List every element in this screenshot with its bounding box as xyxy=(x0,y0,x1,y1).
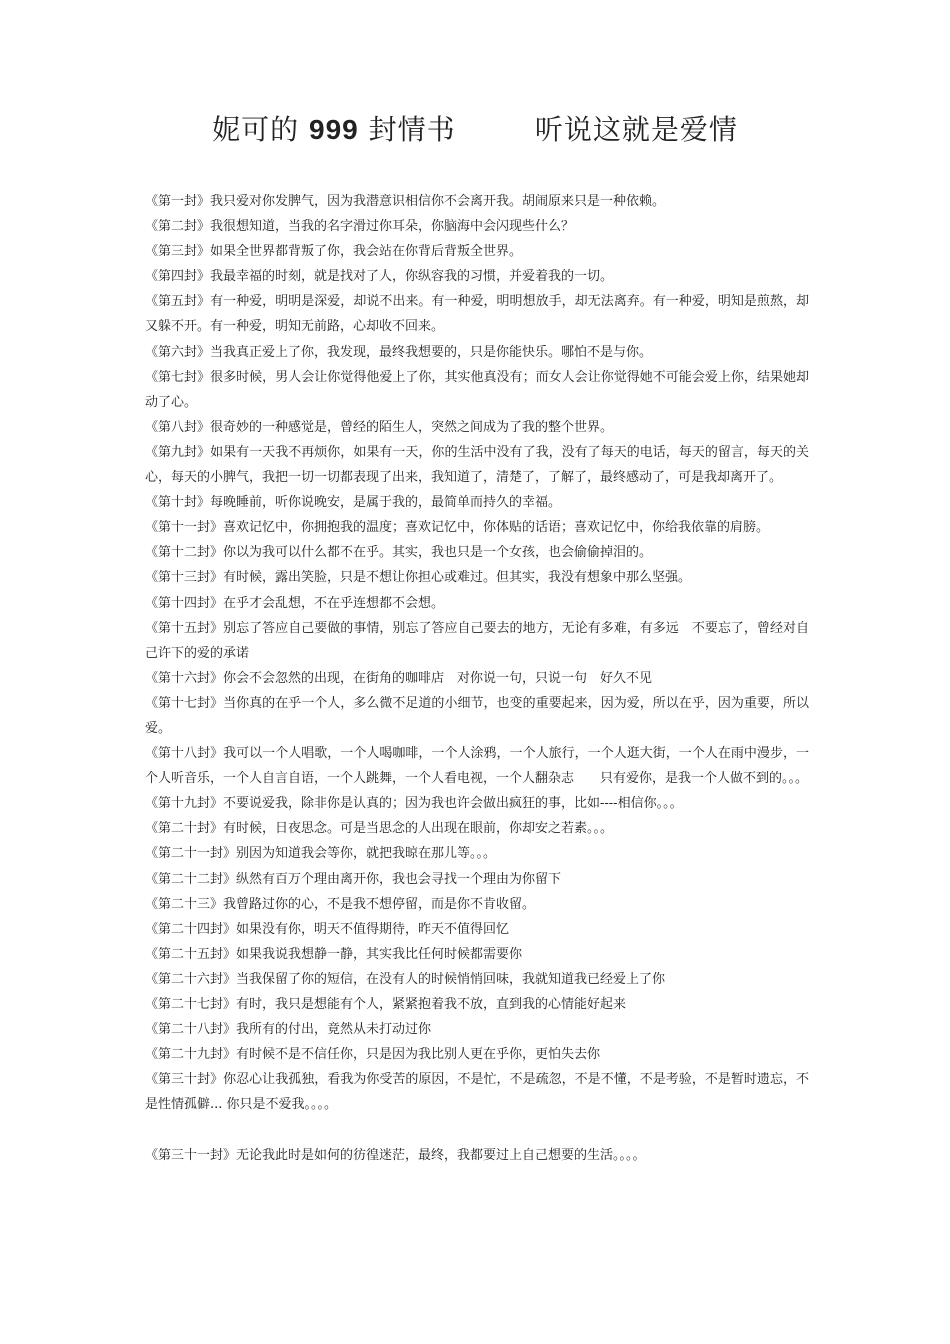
letter-paragraph: 《第二十五封》如果我说我想静一静，其实我比任何时候都需要你 xyxy=(145,946,523,962)
letter-paragraph: 《第十一封》喜欢记忆中，你拥抱我的温度；喜欢记忆中，你体贴的话语；喜欢记忆中，你给我依靠的肩膀。 xyxy=(145,520,770,536)
document-title xyxy=(0,108,950,148)
letter-paragraph: 《第三十封》你忍心让我孤独，看我为你受苦的原因，不是忙，不是疏忽，不是不懂，不是考验，不是暂时遗忘，不是性情孤僻... 你只是不爱我。。。。 xyxy=(145,1072,809,1113)
letter-paragraph: 《第十五封》别忘了答应自己要做的事情，别忘了答应自己要去的地方，无论有多难，有多远 不要忘了，曾经对自己许下的爱的承诺 xyxy=(145,620,809,661)
letter-paragraph: 《第八封》很奇妙的一种感觉是，曾经的陌生人，突然之间成为了我的整个世界。 xyxy=(145,419,614,435)
letter-paragraph: 《第二十四封》如果没有你，明天不值得期待，昨天不值得回忆 xyxy=(145,921,510,937)
title-part1: 妮可的 xyxy=(212,113,310,146)
letter-paragraph: 《第十四封》在乎才会乱想，不在乎连想都不会想。 xyxy=(145,595,445,611)
letter-paragraph: 《第三十一封》无论我此时是如何的彷徨迷茫，最终，我都要过上自己想要的生活。。。。 xyxy=(145,1147,646,1163)
letter-paragraph: 《第六封》当我真正爱上了你，我发现，最终我想要的，只是你能快乐。哪怕不是与你。 xyxy=(145,344,653,360)
letter-paragraph: 《第二十一封》别因为知道我会等你，就把我晾在那儿等。。。 xyxy=(145,846,497,862)
letter-paragraph: 《第十八封》我可以一个人唱歌，一个人喝咖啡，一个人涂鸦，一个人旅行，一个人逛大街，一个人在雨中漫步，一个人听音乐，一个人自言自语，一个人跳舞，一个人看电视，一个人翻杂志 只有爱你，是我一个人做不到的。。。 xyxy=(145,746,809,787)
letter-paragraph: 《第十封》每晚睡前，听你说晚安，是属于我的，最简单而持久的幸福。 xyxy=(145,495,562,511)
title-gap xyxy=(456,113,535,146)
letter-paragraph: 《第二十九封》有时候不是不信任你，只是因为我比别人更在乎你，更怕失去你 xyxy=(145,1047,601,1063)
title-part3: 听说这就是爱情 xyxy=(534,113,738,146)
letter-paragraph: 《第五封》有一种爱，明明是深爱，却说不出来。有一种爱，明明想放手，却无法离弃。有一种爱，明知是煎熬，却又躲不开。有一种爱，明知无前路，心却收不回来。 xyxy=(145,294,809,335)
blank-line xyxy=(145,1117,809,1142)
title-part2: 封情书 xyxy=(358,113,456,146)
letter-paragraph: 《第十六封》你会不会忽然的出现，在街角的咖啡店 对你说一句，只说一句 好久不见 xyxy=(145,670,653,686)
letter-paragraph: 《第十二封》你以为我可以什么都不在乎。其实，我也只是一个女孩，也会偷偷掉泪的。 xyxy=(145,545,653,561)
letter-paragraph: 《第一封》我只爱对你发脾气，因为我潜意识相信你不会离开我。胡闹原来只是一种依赖。 xyxy=(145,194,666,209)
letter-paragraph: 《第二十七封》有时，我只是想能有个人，紧紧抱着我不放，直到我的心情能好起来 xyxy=(145,997,627,1012)
letter-paragraph: 《第十七封》当你真的在乎一个人，多么微不足道的小细节，也变的重要起来，因为爱，所以在乎，因为重要，所以爱。 xyxy=(145,695,809,736)
letters-body xyxy=(145,189,809,1168)
letter-paragraph: 《第二十三》我曾路过你的心，不是我不想停留，而是你不肯收留。 xyxy=(145,896,536,912)
letter-paragraph: 《第二十封》有时候，日夜思念。可是当思念的人出现在眼前，你却安之若素。。。 xyxy=(145,821,614,837)
letter-paragraph: 《第九封》如果有一天我不再烦你，如果有一天，你的生活中没有了我，没有了每天的电话，每天的留言，每天的关心，每天的小脾气，我把一切一切都表现了出来，我知道了，清楚了，了解了，最终感动了，可是我却离开了。 xyxy=(145,444,809,486)
letter-paragraph: 《第七封》很多时候，男人会让你觉得他爱上了你，其实他真没有；而女人会让你觉得她不可能会爱上你，结果她却动了心。 xyxy=(145,369,809,410)
letter-paragraph: 《第十九封》不要说爱我，除非你是认真的；因为我也许会做出疯狂的事，比如----相信你。。。 xyxy=(145,796,683,812)
letter-paragraph: 《第三封》如果全世界都背叛了你，我会站在你背后背叛全世界。 xyxy=(145,244,523,260)
letter-paragraph: 《第二封》我很想知道，当我的名字滑过你耳朵，你脑海中会闪现些什么？ xyxy=(145,219,575,235)
letter-paragraph: 《第四封》我最幸福的时刻，就是找对了人，你纵容我的习惯，并爱着我的一切。 xyxy=(145,269,614,285)
letter-paragraph: 《第二十八封》我所有的付出，竟然从未打动过你 xyxy=(145,1022,432,1038)
title-number: 999 xyxy=(309,114,359,145)
letter-paragraph: 《第二十六封》当我保留了你的短信，在没有人的时候悄悄回味，我就知道我已经爱上了你 xyxy=(145,971,666,987)
letter-paragraph: 《第十三封》有时候，露出笑脸，只是不想让你担心或难过。但其实，我没有想象中那么坚强。 xyxy=(145,570,692,586)
letter-paragraph: 《第二十二封》纵然有百万个理由离开你，我也会寻找一个理由为你留下 xyxy=(145,871,562,887)
